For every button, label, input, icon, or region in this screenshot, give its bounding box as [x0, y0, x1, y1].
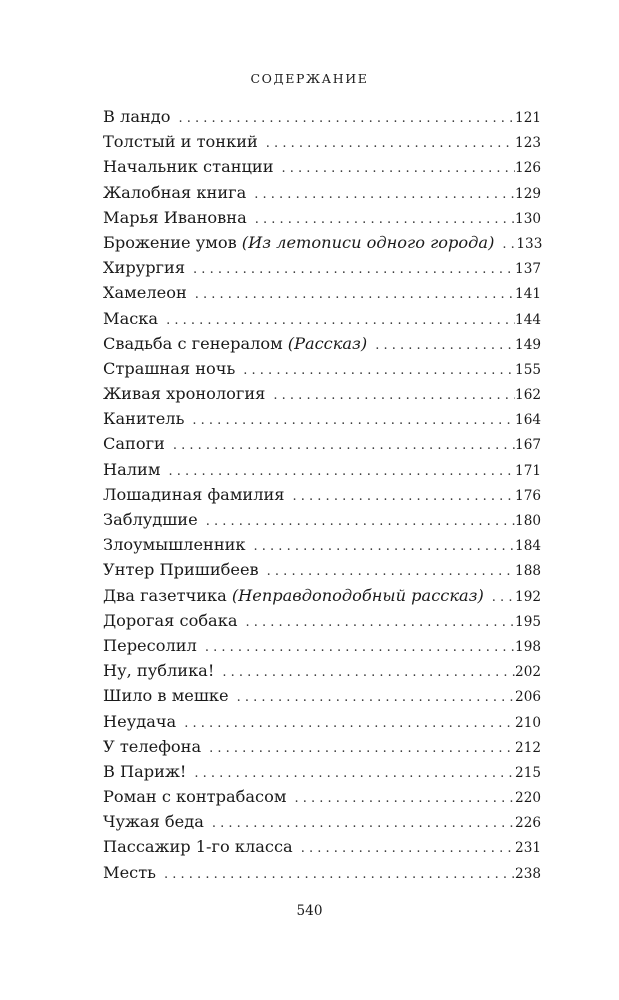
toc-entry-title: Ну, публика!: [103, 661, 215, 681]
toc-entry[interactable]: [103, 205, 541, 230]
dot-leader: [201, 736, 515, 761]
toc-entry-page-number: 171: [515, 462, 541, 479]
toc-entry-page-number: 210: [515, 714, 541, 731]
toc-entry-title: Злоумышленник: [103, 535, 246, 555]
dot-leader: [235, 358, 515, 383]
toc-entry[interactable]: [103, 709, 541, 734]
toc-entry[interactable]: [103, 129, 541, 154]
toc-entry-title: Заблудшие: [103, 510, 198, 529]
dot-leader: [156, 862, 515, 887]
toc-entry[interactable]: [103, 557, 541, 582]
dot-leader: [204, 811, 515, 836]
dot-leader: [286, 786, 515, 811]
toc-entry-page-number: 123: [515, 135, 541, 152]
dot-leader: [158, 308, 515, 333]
table-of-contents: [103, 104, 541, 885]
toc-entry-subtitle: (Рассказ): [287, 333, 368, 353]
page-number: 540: [296, 903, 323, 919]
toc-entry[interactable]: [103, 608, 541, 633]
toc-entry[interactable]: [103, 809, 541, 834]
dot-leader: [187, 282, 515, 307]
toc-entry-title: Чужая беда: [103, 812, 204, 832]
dot-leader: [229, 685, 515, 710]
toc-entry[interactable]: [103, 154, 541, 179]
toc-entry-title: Маска: [103, 308, 159, 328]
dot-leader: [484, 585, 515, 610]
toc-entry-title: Живая хронология: [103, 384, 266, 404]
toc-entry-page-number: 231: [515, 840, 541, 857]
toc-entry-title: Два газетчика: [103, 585, 227, 605]
toc-entry-page-number: 133: [516, 235, 543, 252]
toc-entry-title: В ландо: [103, 107, 171, 126]
toc-entry[interactable]: [103, 834, 541, 859]
toc-entry-page-number: 167: [515, 437, 541, 454]
toc-entry-subtitle: (Неправдоподобный рассказ): [231, 585, 484, 605]
toc-entry-page-number: 121: [515, 110, 541, 126]
dot-leader: [246, 182, 515, 207]
toc-entry[interactable]: [103, 356, 541, 381]
toc-entry-title: Дорогая собака: [103, 610, 238, 630]
dot-leader: [186, 761, 515, 786]
toc-entry-page-number: 198: [515, 638, 541, 655]
toc-entry-page-number: 226: [515, 815, 541, 832]
dot-leader: [265, 383, 515, 408]
toc-entry-page-number: 155: [515, 361, 541, 378]
dot-leader: [285, 484, 516, 509]
dot-leader: [185, 257, 515, 282]
toc-entry-subtitle: (Из летописи одного города): [241, 232, 495, 252]
dot-leader: [176, 711, 515, 736]
toc-entry[interactable]: [103, 104, 541, 129]
toc-entry[interactable]: [103, 230, 541, 255]
dot-leader: [367, 333, 515, 358]
toc-entry-page-number: 144: [515, 311, 541, 328]
toc-entry-title: Налим: [103, 459, 161, 479]
dot-leader: [246, 534, 516, 559]
toc-entry-page-number: 238: [515, 865, 541, 882]
dot-leader: [197, 635, 515, 660]
toc-entry-title: Пересолил: [103, 635, 197, 655]
toc-entry[interactable]: [103, 734, 541, 759]
toc-entry-title: Свадьба с генералом: [103, 333, 283, 353]
toc-entry-title: Сапоги: [103, 434, 165, 454]
dot-leader: [258, 131, 515, 156]
toc-entry[interactable]: [103, 633, 541, 658]
toc-entry-page-number: 212: [515, 739, 541, 756]
toc-entry-page-number: 130: [515, 210, 541, 227]
toc-entry-title: Жалобная книга: [103, 182, 247, 202]
toc-entry-title: Роман с контрабасом: [103, 787, 287, 807]
toc-entry[interactable]: [103, 331, 541, 356]
toc-entry[interactable]: [103, 431, 541, 456]
toc-entry-page-number: 206: [515, 689, 541, 706]
toc-entry[interactable]: [103, 532, 541, 557]
toc-entry-title: Хирургия: [103, 258, 186, 278]
dot-leader: [247, 207, 515, 232]
dot-leader: [170, 106, 515, 131]
toc-entry-page-number: 188: [515, 563, 541, 580]
toc-entry-title: Брожение умов: [103, 232, 237, 252]
toc-entry[interactable]: [103, 583, 541, 608]
dot-leader: [160, 459, 515, 484]
toc-entry-page-number: 215: [515, 764, 541, 781]
toc-entry[interactable]: [103, 180, 541, 205]
toc-entry-title: Марья Ивановна: [103, 207, 247, 227]
toc-entry-page-number: 192: [515, 588, 541, 605]
toc-entry-page-number: 202: [515, 664, 541, 681]
toc-entry-title: Лошадиная фамилия: [103, 484, 285, 504]
toc-entry-title: Страшная ночь: [103, 358, 236, 378]
toc-entry[interactable]: [103, 860, 541, 885]
toc-entry-page-number: 162: [515, 387, 541, 404]
toc-entry[interactable]: [103, 457, 541, 482]
toc-entry-page-number: 180: [515, 513, 541, 529]
toc-entry-title: Толстый и тонкий: [103, 132, 258, 152]
toc-entry[interactable]: [103, 658, 541, 683]
toc-entry-page-number: 149: [515, 336, 541, 353]
dot-leader: [293, 836, 515, 861]
toc-entry-page-number: 129: [515, 185, 541, 202]
toc-entry[interactable]: [103, 482, 541, 507]
toc-entry-title: Канитель: [103, 409, 185, 429]
toc-entry-page-number: 195: [515, 613, 541, 630]
page-title: СОДЕРЖАНИЕ: [250, 71, 369, 86]
toc-entry-title: Хамелеон: [103, 283, 187, 303]
dot-leader: [214, 660, 515, 685]
toc-entry-title: У телефона: [103, 736, 202, 756]
toc-entry-title: Неудача: [103, 711, 177, 731]
dot-leader: [165, 433, 515, 458]
dot-leader: [494, 232, 516, 257]
toc-entry-page-number: 220: [515, 790, 541, 807]
toc-entry-page-number: 141: [515, 286, 541, 303]
toc-entry-page-number: 184: [515, 538, 541, 555]
toc-entry[interactable]: [103, 759, 541, 784]
toc-entry[interactable]: [103, 255, 541, 280]
toc-entry-page-number: 176: [515, 487, 541, 504]
toc-entry-title: В Париж!: [103, 761, 187, 781]
dot-leader: [198, 509, 515, 534]
toc-entry[interactable]: [103, 507, 541, 532]
toc-entry-title: Месть: [103, 862, 156, 882]
dot-leader: [274, 156, 516, 181]
toc-entry-title: Унтер Пришибеев: [103, 560, 259, 580]
toc-entry[interactable]: [103, 280, 541, 305]
toc-entry[interactable]: [103, 784, 541, 809]
toc-entry-title: Шило в мешке: [103, 686, 229, 706]
toc-entry[interactable]: [103, 683, 541, 708]
dot-leader: [259, 559, 515, 584]
toc-entry[interactable]: [103, 381, 541, 406]
toc-entry[interactable]: [103, 306, 541, 331]
dot-leader: [237, 610, 515, 635]
toc-entry-page-number: 137: [515, 261, 541, 278]
toc-entry-page-number: 164: [515, 412, 541, 429]
toc-entry[interactable]: [103, 406, 541, 431]
toc-entry-title: Пассажир 1-го класса: [103, 837, 293, 857]
dot-leader: [184, 408, 515, 433]
toc-entry-title: Начальник станции: [103, 157, 274, 177]
toc-entry-page-number: 126: [515, 160, 541, 177]
